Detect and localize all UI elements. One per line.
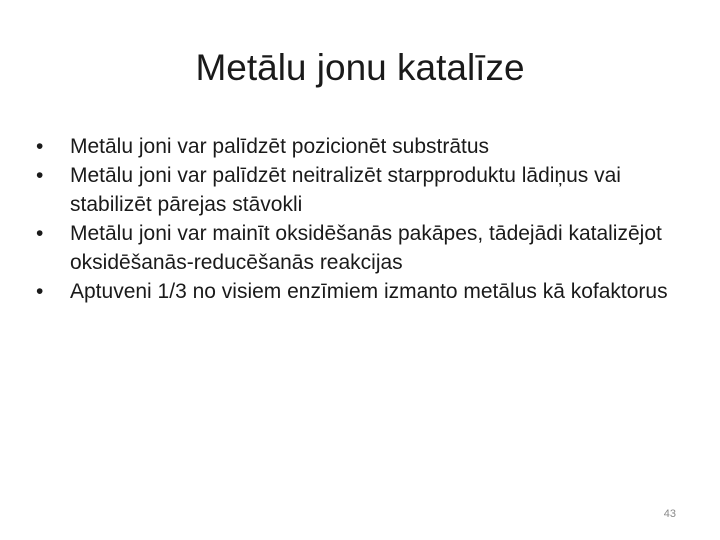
bullet-list (36, 132, 696, 306)
page-number: 43 (663, 508, 676, 520)
bullet-marker: • (36, 135, 44, 158)
slide-title: Metālu jonu katalīze (195, 47, 525, 88)
bullet-marker: • (36, 222, 44, 245)
bullet-text: Aptuveni 1/3 no visiem enzīmiem izmanto metālus kā kofaktorus (70, 280, 668, 303)
bullet-item (36, 161, 696, 219)
bullet-text: Metālu joni var palīdzēt neitralizēt starpproduktu lādiņus vai stabilizēt pārejas stāvokli (70, 164, 621, 216)
bullet-text: Metālu joni var mainīt oksidēšanās pakāpes, tādejādi katalizējot oksidēšanās-reducēšanās reakcijas (70, 222, 662, 274)
bullet-text: Metālu joni var palīdzēt pozicionēt substrātus (70, 135, 490, 158)
bullet-marker: • (36, 280, 44, 303)
bullet-item (36, 132, 696, 161)
bullet-item (36, 219, 696, 277)
bullet-item (36, 277, 696, 306)
bullet-marker: • (36, 164, 44, 187)
